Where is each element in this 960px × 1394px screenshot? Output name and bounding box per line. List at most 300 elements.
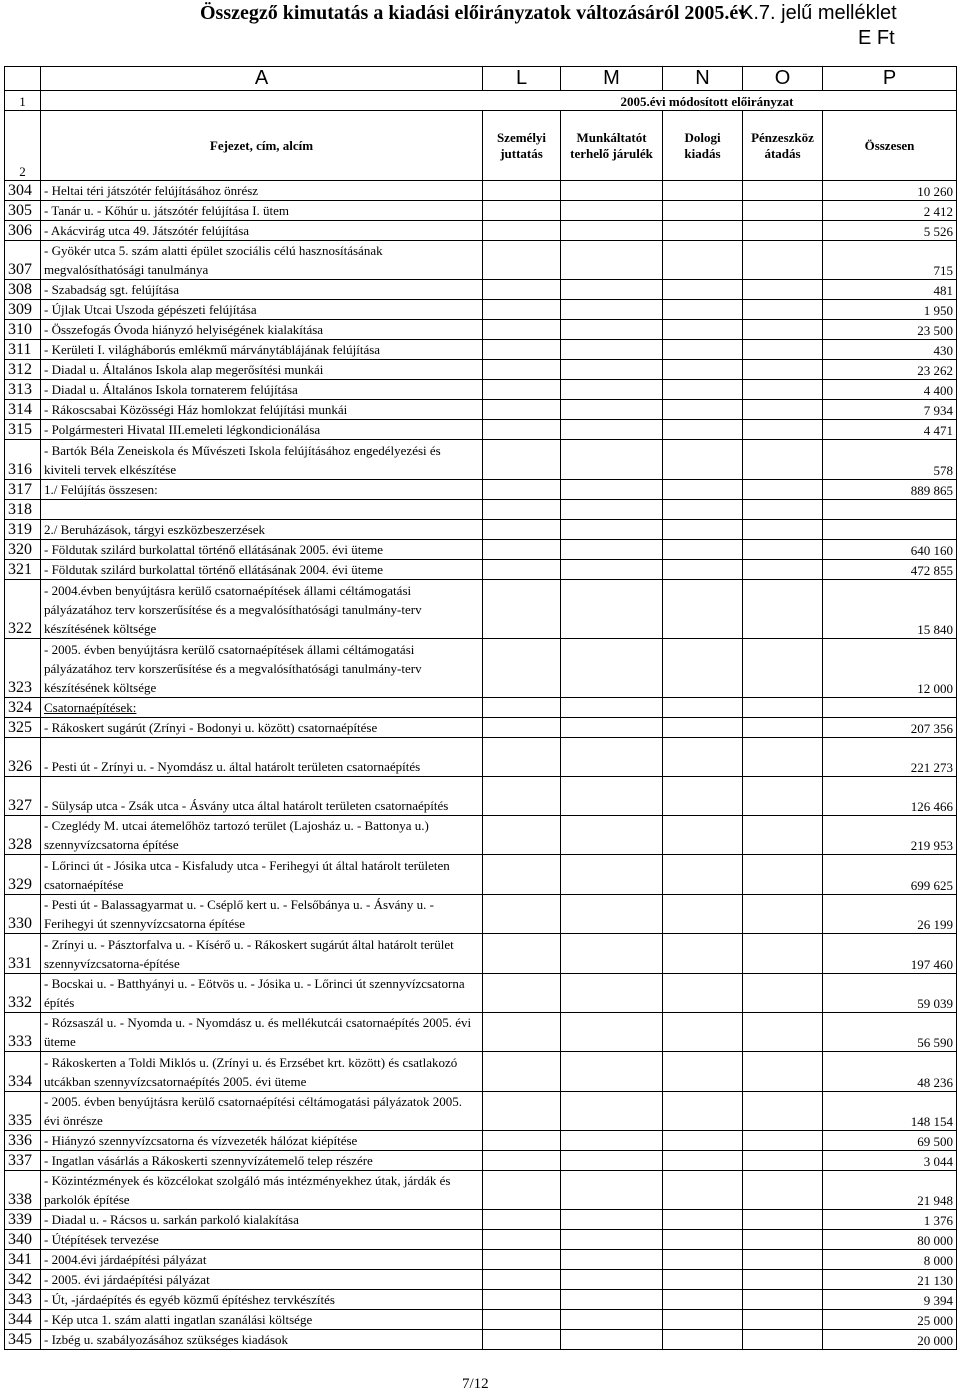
row-total: 23 262 [823,360,957,380]
table-row [5,895,957,934]
table-row [5,300,957,320]
table-row [5,1052,957,1092]
row-total: 26 199 [823,895,957,934]
row-number: 304 [5,181,41,201]
table-row [5,1171,957,1210]
cell-contributions [561,1250,663,1270]
row-number: 307 [5,241,41,280]
row-number: 324 [5,698,41,718]
row-name: - Földutak szilárd burkolattal történő ellátásának 2005. évi üteme [41,540,483,560]
row-name: - Út, -járdaépítés és egyéb közmű építéshez tervkészítés [41,1290,483,1310]
table-row [5,560,957,580]
cell-personal [483,400,561,420]
cell-contributions [561,1013,663,1052]
row-number: 311 [5,340,41,360]
cell-material [663,698,743,718]
row-number: 308 [5,280,41,300]
row-total: 699 625 [823,855,957,895]
row-number: 332 [5,974,41,1013]
cell-transfers [743,974,823,1013]
row-number: 323 [5,639,41,698]
cell-transfers [743,580,823,639]
cell-material [663,241,743,280]
cell-material [663,895,743,934]
cell-material [663,1131,743,1151]
cell-personal [483,181,561,201]
cell-personal [483,738,561,777]
cell-personal [483,718,561,738]
row-number: 330 [5,895,41,934]
cell-personal [483,1270,561,1290]
table-row [5,1290,957,1310]
row-name: - Akácvirág utca 49. Játszótér felújítása [41,221,483,241]
row-name: - 2004.évi járdaépítési pályázat [41,1250,483,1270]
cell-transfers [743,639,823,698]
cell-material [663,934,743,974]
cell-material [663,1230,743,1250]
table-row [5,420,957,440]
row-total [823,520,957,540]
cell-transfers [743,816,823,855]
row-name: - Kép utca 1. szám alatti ingatlan szanálási költsége [41,1310,483,1330]
table-row [5,777,957,816]
row-name: - Rákoskerten a Toldi Miklós u. (Zrínyi u. és Erzsébet krt. között) és csatlakozó utcákban szennyvízcsatornaépítés 2005. évi üteme [41,1052,483,1092]
table-row [5,500,957,520]
cell-personal [483,816,561,855]
row-name: - Diadal u. Általános Iskola alap megerősítési munkái [41,360,483,380]
cell-material [663,400,743,420]
row-number: 345 [5,1330,41,1350]
cell-material [663,777,743,816]
row-name: - Heltai téri játszótér felújításához önrész [41,181,483,201]
cell-personal [483,300,561,320]
col-letter-l: L [483,67,561,91]
cell-material [663,520,743,540]
row-name [41,500,483,520]
row-number: 322 [5,580,41,639]
empty-cell [483,91,561,111]
row-number: 310 [5,320,41,340]
cell-transfers [743,360,823,380]
cell-contributions [561,934,663,974]
table-row [5,241,957,280]
cell-contributions [561,181,663,201]
row-number: 1 [5,91,41,111]
table-row [5,1013,957,1052]
row-name: - Polgármesteri Hivatal III.emeleti légkondicionálása [41,420,483,440]
cell-personal [483,420,561,440]
corner-cell [5,67,41,91]
cell-personal [483,580,561,639]
cell-contributions [561,1290,663,1310]
table-row [5,480,957,500]
cell-transfers [743,280,823,300]
row-name: - Közintézmények és közcélokat szolgáló más intézményekhez útak, járdák és parkolók építése [41,1171,483,1210]
cell-contributions [561,221,663,241]
cell-personal [483,1171,561,1210]
cell-material [663,738,743,777]
budget-table [4,66,957,1350]
cell-contributions [561,480,663,500]
cell-personal [483,540,561,560]
row-total: 21 130 [823,1270,957,1290]
row-number: 339 [5,1210,41,1230]
row-total: 15 840 [823,580,957,639]
cell-material [663,280,743,300]
cell-contributions [561,1310,663,1330]
row-name: - 2005. évben benyújtásra kerülő csatornaépítések állami céltámogatási pályázatához terv korszerűsítése és a megvalósíthatósági tanulmány-terv készítésének költsége [41,639,483,698]
row-name: - Földutak szilárd burkolattal történő ellátásának 2004. évi üteme [41,560,483,580]
row-total [823,500,957,520]
cell-contributions [561,280,663,300]
table-row [5,340,957,360]
cell-contributions [561,440,663,480]
cell-transfers [743,560,823,580]
row-total: 3 044 [823,1151,957,1171]
table-row [5,520,957,540]
cell-material [663,420,743,440]
cell-material [663,1270,743,1290]
cell-personal [483,201,561,221]
cell-contributions [561,1092,663,1131]
column-letters-row [5,67,957,91]
row-total: 481 [823,280,957,300]
cell-transfers [743,1171,823,1210]
cell-transfers [743,1250,823,1270]
row-name: - Szabadság sgt. felújítása [41,280,483,300]
cell-transfers [743,300,823,320]
row-number: 333 [5,1013,41,1052]
cell-transfers [743,1330,823,1350]
cell-material [663,540,743,560]
cell-contributions [561,718,663,738]
row-total: 472 855 [823,560,957,580]
cell-transfers [743,738,823,777]
row-name: - Sülysáp utca - Zsák utca - Ásvány utca által határolt területen csatornaépítés [41,777,483,816]
cell-personal [483,1250,561,1270]
row-name: 1./ Felújítás összesen: [41,480,483,500]
row-total: 219 953 [823,816,957,855]
row-total: 1 376 [823,1210,957,1230]
unit-label: E Ft [858,27,895,49]
cell-contributions [561,1171,663,1210]
cell-contributions [561,1131,663,1151]
table-row [5,280,957,300]
cell-personal [483,221,561,241]
row-name: - Újlak Utcai Uszoda gépészeti felújítása [41,300,483,320]
cell-contributions [561,360,663,380]
cell-personal [483,1310,561,1330]
cell-contributions [561,855,663,895]
row-number: 331 [5,934,41,974]
row-total: 20 000 [823,1330,957,1350]
row-number: 2 [5,111,41,181]
header-name: Fejezet, cím, alcím [41,111,483,181]
cell-material [663,1250,743,1270]
row-total: 2 412 [823,201,957,221]
row-name: - Tanár u. - Kőhúr u. játszótér felújítása I. ütem [41,201,483,221]
cell-transfers [743,698,823,718]
cell-contributions [561,320,663,340]
row-total: 80 000 [823,1230,957,1250]
cell-contributions [561,639,663,698]
row-number: 326 [5,738,41,777]
row-number: 312 [5,360,41,380]
cell-transfers [743,1290,823,1310]
row-name: - Diadal u. Általános Iskola tornaterem felújítása [41,380,483,400]
row-total: 715 [823,241,957,280]
cell-contributions [561,380,663,400]
row-name: - 2005. évben benyújtásra kerülő csatornaépítési céltámogatási pályázatok 2005. évi önrésze [41,1092,483,1131]
cell-transfers [743,777,823,816]
table-row [5,1092,957,1131]
row-total: 221 273 [823,738,957,777]
row-total: 48 236 [823,1052,957,1092]
row-number: 325 [5,718,41,738]
cell-personal [483,974,561,1013]
row-total: 59 039 [823,974,957,1013]
row-name: - Zrínyi u. - Pásztorfalva u. - Kísérő u. - Rákoskert sugárút által határolt terület szennyvízcsatorna-építése [41,934,483,974]
cell-contributions [561,500,663,520]
cell-personal [483,1230,561,1250]
row-name: - Összefogás Óvoda hiányzó helyiségének kialakítása [41,320,483,340]
row-number: 318 [5,500,41,520]
table-row [5,738,957,777]
row-name: - Pesti út - Balassagyarmat u. - Cséplő kert u. - Felsőbánya u. - Ásvány u. - Ferihegyi út szennyvízcsatorna építése [41,895,483,934]
page-title: Összegző kimutatás a kiadási előirányzatok változásáról 2005.év [200,2,749,24]
row-number: 321 [5,560,41,580]
table-row [5,221,957,241]
table-row [5,1310,957,1330]
cell-material [663,440,743,480]
cell-material [663,221,743,241]
cell-material [663,201,743,221]
row-total: 4 400 [823,380,957,400]
cell-transfers [743,1310,823,1330]
header-row-2 [5,111,957,181]
col-letter-o: O [743,67,823,91]
row-total: 430 [823,340,957,360]
cell-material [663,718,743,738]
table-row [5,934,957,974]
row-name: - Pesti út - Zrínyi u. - Nyomdász u. által határolt területen csatornaépítés [41,738,483,777]
cell-material [663,1092,743,1131]
cell-contributions [561,698,663,718]
cell-transfers [743,1151,823,1171]
row-name: - Kerületi I. világháborús emlékmű márványtáblájának felújítása [41,340,483,360]
span-header: 2005.évi módosított előirányzat [561,91,823,111]
cell-contributions [561,816,663,855]
cell-material [663,639,743,698]
cell-transfers [743,380,823,400]
row-number: 305 [5,201,41,221]
cell-contributions [561,1210,663,1230]
table-row [5,1250,957,1270]
row-number: 334 [5,1052,41,1092]
annex-label: K.7. jelű melléklet [740,2,897,24]
row-name: 2./ Beruházások, tárgyi eszközbeszerzések [41,520,483,540]
row-number: 338 [5,1171,41,1210]
cell-material [663,181,743,201]
table-row [5,1230,957,1250]
row-number: 317 [5,480,41,500]
cell-personal [483,241,561,280]
row-total: 197 460 [823,934,957,974]
cell-personal [483,1013,561,1052]
cell-contributions [561,340,663,360]
cell-contributions [561,241,663,280]
cell-transfers [743,420,823,440]
table-row [5,400,957,420]
cell-transfers [743,520,823,540]
row-total: 8 000 [823,1250,957,1270]
row-number: 344 [5,1310,41,1330]
cell-personal [483,777,561,816]
row-name: - Útépítések tervezése [41,1230,483,1250]
table-row [5,1210,957,1230]
row-total: 640 160 [823,540,957,560]
row-total: 9 394 [823,1290,957,1310]
row-name: - Bocskai u. - Batthyányi u. - Eötvös u. - Jósika u. - Lőrinci út szennyvízcsatorna építés [41,974,483,1013]
cell-personal [483,280,561,300]
cell-contributions [561,974,663,1013]
col-letter-n: N [663,67,743,91]
row-number: 315 [5,420,41,440]
cell-transfers [743,320,823,340]
cell-contributions [561,1052,663,1092]
cell-contributions [561,420,663,440]
col-letter-p: P [823,67,957,91]
cell-personal [483,340,561,360]
cell-contributions [561,540,663,560]
row-name: - Lőrinci út - Jósika utca - Kisfaludy utca - Ferihegyi út által határolt területen csatornaépítése [41,855,483,895]
cell-personal [483,1052,561,1092]
row-total: 7 934 [823,400,957,420]
cell-contributions [561,400,663,420]
cell-transfers [743,340,823,360]
row-total: 1 950 [823,300,957,320]
row-name: - 2005. évi járdaépítési pályázat [41,1270,483,1290]
empty-cell [823,91,957,111]
cell-transfers [743,1131,823,1151]
table-row [5,718,957,738]
cell-material [663,300,743,320]
cell-personal [483,1151,561,1171]
cell-material [663,855,743,895]
cell-contributions [561,1270,663,1290]
cell-transfers [743,201,823,221]
table-row [5,580,957,639]
cell-transfers [743,440,823,480]
cell-contributions [561,1230,663,1250]
cell-material [663,580,743,639]
cell-personal [483,1210,561,1230]
cell-transfers [743,400,823,420]
cell-material [663,340,743,360]
table-row [5,855,957,895]
header-row-1 [5,91,957,111]
row-number: 343 [5,1290,41,1310]
cell-material [663,380,743,400]
cell-personal [483,698,561,718]
cell-material [663,1330,743,1350]
cell-personal [483,639,561,698]
header-contributions: Munkáltatót terhelő járulék [561,111,663,181]
cell-material [663,974,743,1013]
cell-personal [483,560,561,580]
row-name: - Bartók Béla Zeneiskola és Művészeti Iskola felújításához engedélyezési és kiviteli tervek elkészítése [41,440,483,480]
table-row [5,440,957,480]
row-total: 10 260 [823,181,957,201]
row-number: 340 [5,1230,41,1250]
row-total: 21 948 [823,1171,957,1210]
header-total: Összesen [823,111,957,181]
table-row [5,698,957,718]
cell-contributions [561,895,663,934]
cell-personal [483,480,561,500]
row-name: - Hiányzó szennyvízcsatorna és vízvezeték hálózat kiépítése [41,1131,483,1151]
cell-material [663,1171,743,1210]
col-letter-m: M [561,67,663,91]
row-name: Csatornaépítések: [41,698,483,718]
header-transfers: Pénzeszköz átadás [743,111,823,181]
row-name: - Izbég u. szabályozásához szükséges kiadások [41,1330,483,1350]
cell-contributions [561,777,663,816]
row-name: - Gyökér utca 5. szám alatti épület szociális célú hasznosításának megvalósíthatósági tanulmánya [41,241,483,280]
table-row [5,320,957,340]
row-name: - Czeglédy M. utcai átemelőhöz tartozó terület (Lajosház u. - Battonya u.) szennyvízcsatorna építése [41,816,483,855]
cell-personal [483,1290,561,1310]
cell-transfers [743,855,823,895]
row-total: 4 471 [823,420,957,440]
cell-contributions [561,201,663,221]
cell-contributions [561,520,663,540]
cell-contributions [561,580,663,639]
cell-contributions [561,300,663,320]
row-name: - Rákoscsabai Közösségi Ház homlokzat felújítási munkái [41,400,483,420]
col-letter-a: A [41,67,483,91]
cell-personal [483,500,561,520]
cell-transfers [743,1092,823,1131]
row-number: 337 [5,1151,41,1171]
page-number: 7/12 [462,1376,489,1392]
cell-personal [483,895,561,934]
cell-personal [483,520,561,540]
cell-transfers [743,241,823,280]
row-number: 309 [5,300,41,320]
cell-transfers [743,1270,823,1290]
table-row [5,639,957,698]
row-number: 316 [5,440,41,480]
row-total: 69 500 [823,1131,957,1151]
cell-transfers [743,718,823,738]
row-name: - Ingatlan vásárlás a Rákoskerti szennyvízátemelő telep részére [41,1151,483,1171]
row-total: 25 000 [823,1310,957,1330]
row-number: 335 [5,1092,41,1131]
row-number: 341 [5,1250,41,1270]
row-number: 336 [5,1131,41,1151]
cell-personal [483,1092,561,1131]
table-row [5,540,957,560]
table-row [5,1151,957,1171]
cell-material [663,560,743,580]
row-total: 578 [823,440,957,480]
row-number: 306 [5,221,41,241]
cell-transfers [743,181,823,201]
cell-material [663,1151,743,1171]
table-row [5,201,957,221]
row-total [823,698,957,718]
